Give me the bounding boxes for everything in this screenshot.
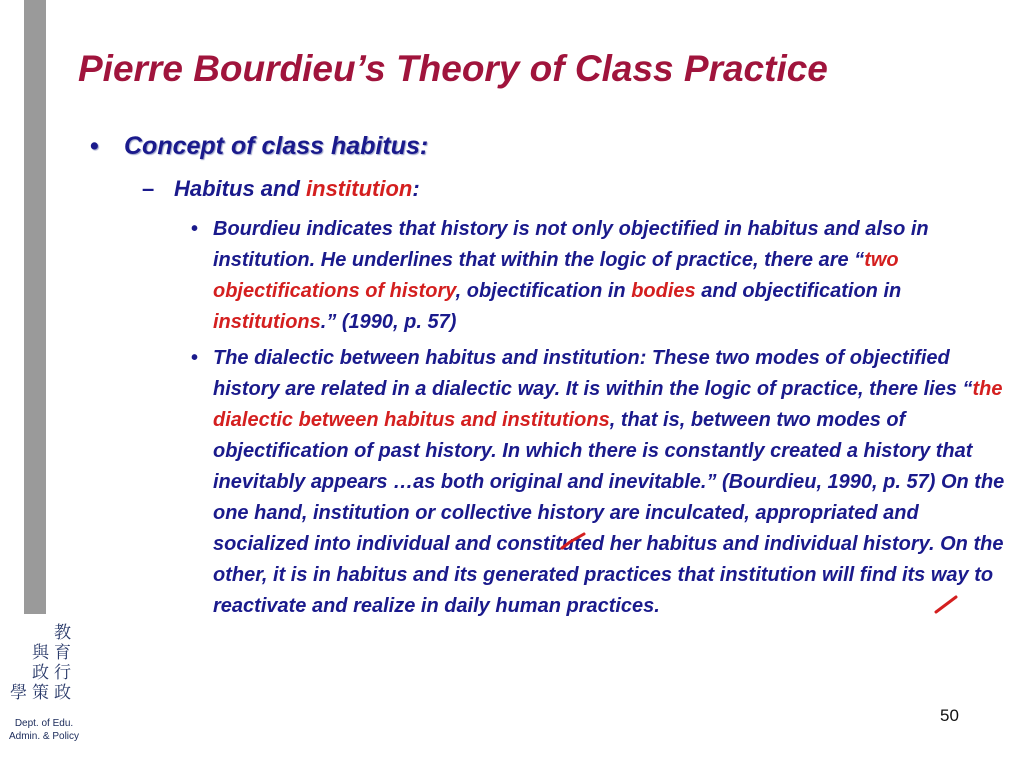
p2-highlight-dialectic: the dialectic between habitus and institutions: [213, 378, 1003, 431]
paragraph-2: [191, 343, 1006, 622]
p1-text-g: .” (1990, p. 57): [320, 311, 457, 333]
p1-highlight-bodies: bodies: [631, 280, 696, 302]
bullet-symbol: •: [191, 218, 199, 240]
bullet-level2: [142, 176, 420, 202]
paragraph-1-text: [213, 214, 1006, 338]
red-check-mark: [932, 594, 960, 616]
p1-text-e: and objectification in: [695, 280, 902, 302]
paragraph-1: [191, 214, 1006, 338]
logo-caption-line2: Admin. & Policy: [8, 731, 80, 742]
bullet-symbol: •: [191, 347, 199, 369]
logo-caption-line1: Dept. of Edu.: [14, 718, 74, 729]
level2-text-colon: :: [412, 176, 420, 201]
bullet-level1: [90, 132, 428, 161]
red-check-mark: [558, 532, 588, 552]
level2-text-a: Habitus and: [174, 176, 307, 201]
bullet-level1-text: Concept of class habitus:: [124, 132, 429, 160]
slide-title: Pierre Bourdieu’s Theory of Class Practice: [78, 48, 828, 89]
left-sidebar-bar: [24, 0, 46, 614]
logo-caption: [4, 717, 84, 743]
p1-text-c: , objectification in: [455, 280, 632, 302]
bullet-symbol: •: [90, 132, 99, 160]
p1-highlight-objectifications: two objectifications of history: [213, 249, 899, 302]
department-logo: 教 育 與 行 政 政 策 學 Dept. of Edu. Admin. & Policy: [4, 622, 82, 752]
p1-highlight-institutions: institutions: [213, 311, 321, 333]
paragraph-2-text: [213, 343, 1006, 622]
page-number: 50: [940, 706, 959, 725]
p2-text-a: The dialectic between habitus and institution: These two modes of objectified history are related in a dialectic way. It is within the logic of practice, there lies “: [213, 347, 973, 400]
level2-text-highlight: institution: [306, 176, 413, 201]
p1-text-a: Bourdieu indicates that history is not only objectified in habitus and also in institution. He underlines that within the logic of practice, there are “: [213, 218, 929, 271]
p2-text-c: , that is, between two modes of objectification of past history. In which there is constantly created a history that inevitably appears …as both original and inevitable.” (Bourdieu, 1990, p. 57) On the one hand, institution or collective history are inculcated, appropriated and socialized into individual and constituted her habitus and individual history. On the other, it is in habitus and its generated practices that institution will find its way to reactivate and realize in daily human practices.: [213, 409, 1005, 617]
dash-symbol: –: [142, 176, 155, 201]
